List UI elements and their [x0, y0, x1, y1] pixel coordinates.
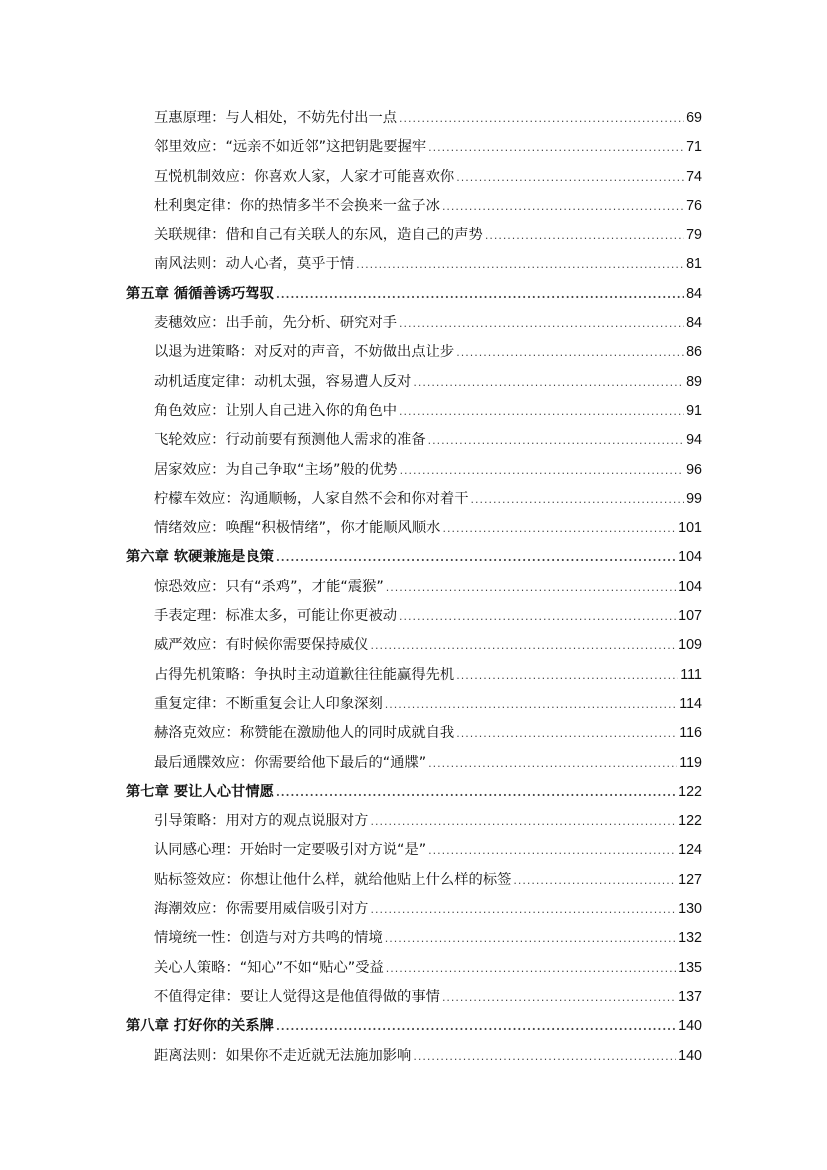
toc-entry[interactable] [126, 338, 702, 367]
toc-title: 第七章 要让人心甘情愿 [126, 783, 274, 800]
toc-title: 赫洛克效应：称赞能在激励他人的同时成就自我 [154, 725, 455, 742]
toc-entry[interactable] [126, 221, 702, 250]
toc-title: 认同感心理：开始时一定要吸引对方说“是” [154, 842, 427, 859]
toc-entry[interactable] [126, 514, 702, 543]
toc-entry[interactable] [126, 250, 702, 279]
toc-page-number: 96 [686, 461, 702, 478]
toc-title: 占得先机策略：争执时主动道歉往往能赢得先机 [154, 666, 455, 683]
toc-title: 以退为进策略：对反对的声音，不妨做出点让步 [154, 344, 455, 361]
toc-leader-dots [386, 954, 676, 983]
toc-entry[interactable] [126, 866, 702, 895]
toc-leader-dots [276, 543, 676, 572]
toc-leader-dots [399, 602, 676, 631]
toc-page-number: 122 [678, 783, 702, 800]
toc-page-number: 71 [686, 139, 702, 156]
toc-page-number: 74 [686, 168, 702, 185]
toc-entry[interactable] [126, 104, 702, 133]
toc-leader-dots [276, 280, 684, 309]
toc-entry[interactable] [126, 1042, 702, 1071]
toc-leader-dots [356, 250, 684, 279]
toc-leader-dots [456, 338, 684, 367]
toc-entry[interactable] [126, 133, 702, 162]
toc-leader-dots [428, 749, 677, 778]
toc-title: 最后通牒效应：你需要给他下最后的“通牒” [154, 754, 427, 771]
toc-title: 惊恐效应：只有“杀鸡”，才能“震猴” [154, 578, 384, 595]
toc-leader-dots [428, 133, 684, 162]
toc-page-number: 124 [678, 842, 702, 859]
toc-leader-dots [442, 192, 684, 221]
toc-page-number: 127 [678, 871, 702, 888]
toc-title: 第五章 循循善诱巧驾驭 [126, 285, 274, 302]
toc-leader-dots [276, 778, 676, 807]
toc-title: 柠檬车效应：沟通顺畅，人家自然不会和你对着干 [154, 490, 469, 507]
toc-leader-dots [370, 895, 676, 924]
toc-title: 关心人策略：“知心”不如“贴心”受益 [154, 959, 384, 976]
toc-entry[interactable] [126, 573, 702, 602]
toc-entry[interactable] [126, 397, 702, 426]
toc-leader-dots [400, 456, 685, 485]
toc-title: 情境统一性：创造与对方共鸣的情境 [154, 930, 383, 947]
toc-page-number: 104 [678, 549, 702, 566]
toc-chapter-heading[interactable] [126, 543, 702, 572]
toc-title: 南风法则：动人心者，莫乎于情 [154, 256, 355, 273]
toc-title: 杜利奥定律：你的热情多半不会换来一盆子冰 [154, 197, 440, 214]
toc-title: 角色效应：让别人自己进入你的角色中 [154, 402, 398, 419]
toc-title: 关联规律：借和自己有关联人的东风，造自己的声势 [154, 227, 483, 244]
toc-entry[interactable] [126, 895, 702, 924]
toc-leader-dots [399, 309, 684, 338]
toc-title: 麦穗效应：出手前，先分析、研究对手 [154, 315, 398, 332]
toc-title: 不值得定律：要让人觉得这是他值得做的事情 [154, 988, 440, 1005]
toc-entry[interactable] [126, 602, 702, 631]
toc-title: 威严效应：有时候你需要保持威仪 [154, 637, 369, 654]
toc-entry[interactable] [126, 954, 702, 983]
toc-leader-dots [385, 924, 676, 953]
toc-leader-dots [442, 514, 676, 543]
toc-leader-dots [413, 1042, 676, 1071]
toc-entry[interactable] [126, 631, 702, 660]
toc-leader-dots [456, 719, 677, 748]
toc-title: 互惠原理：与人相处，不妨先付出一点 [154, 110, 398, 126]
toc-page-number: 69 [686, 110, 702, 126]
toc-leader-dots [399, 104, 684, 133]
toc-entry[interactable] [126, 426, 702, 455]
toc-leader-dots [386, 573, 676, 602]
toc-entry[interactable] [126, 836, 702, 865]
toc-title: 情绪效应：唤醒“积极情绪”，你才能顺风顺水 [154, 520, 441, 537]
toc-entry[interactable] [126, 661, 702, 690]
toc-page-number: 101 [678, 520, 702, 537]
toc-page-number: 104 [678, 578, 702, 595]
toc-page-number: 81 [686, 256, 702, 273]
toc-page-number: 140 [678, 1047, 702, 1064]
toc-page-number: 99 [686, 490, 702, 507]
toc-entry[interactable] [126, 163, 702, 192]
toc-entry[interactable] [126, 749, 702, 778]
toc-entry[interactable] [126, 368, 702, 397]
toc-chapter-heading[interactable] [126, 1012, 702, 1041]
toc-entry[interactable] [126, 309, 702, 338]
toc-page-number: 91 [686, 402, 702, 419]
toc-title: 引导策略：用对方的观点说服对方 [154, 813, 369, 830]
toc-page-number: 107 [678, 608, 702, 625]
toc-leader-dots [513, 866, 676, 895]
toc-entry[interactable] [126, 719, 702, 748]
toc-leader-dots [370, 631, 676, 660]
toc-page-number: 135 [678, 959, 702, 976]
toc-page-number: 79 [686, 227, 702, 244]
toc-title: 贴标签效应：你想让他什么样，就给他贴上什么样的标签 [154, 871, 512, 888]
toc-leader-dots [485, 221, 684, 250]
toc-title: 距离法则：如果你不走近就无法施加影响 [154, 1047, 412, 1064]
toc-title: 居家效应：为自己争取“主场”般的优势 [154, 461, 398, 478]
toc-page-number: 122 [678, 813, 702, 830]
toc-leader-dots [399, 397, 684, 426]
toc-leader-dots [370, 807, 676, 836]
toc-page-number: 114 [679, 695, 702, 712]
table-of-contents [126, 104, 702, 1071]
toc-page-number: 116 [679, 725, 702, 742]
toc-page-number: 119 [679, 754, 702, 771]
toc-leader-dots [413, 368, 684, 397]
toc-page-number: 109 [678, 637, 702, 654]
toc-leader-dots [456, 661, 678, 690]
toc-chapter-heading[interactable] [126, 280, 702, 309]
toc-page-number: 130 [678, 901, 702, 918]
toc-page-number: 84 [686, 285, 702, 302]
toc-title: 动机适度定律：动机太强，容易遭人反对 [154, 373, 412, 390]
toc-leader-dots [276, 1012, 676, 1041]
toc-entry[interactable] [126, 485, 702, 514]
toc-page-number: 76 [686, 197, 702, 214]
toc-entry[interactable] [126, 983, 702, 1012]
toc-page-number: 89 [686, 373, 702, 390]
toc-title: 飞轮效应：行动前要有预测他人需求的准备 [154, 432, 426, 449]
toc-leader-dots [471, 485, 685, 514]
toc-page-number: 84 [686, 315, 702, 332]
toc-title: 邻里效应：“远亲不如近邻”这把钥匙要握牢 [154, 139, 427, 156]
toc-leader-dots [428, 426, 684, 455]
toc-page-number: 94 [686, 432, 702, 449]
toc-entry[interactable] [126, 924, 702, 953]
toc-leader-dots [428, 836, 676, 865]
toc-entry[interactable] [126, 456, 702, 485]
toc-page-number: 132 [678, 930, 702, 947]
toc-leader-dots [385, 690, 677, 719]
toc-title: 手表定理：标准太多，可能让你更被动 [154, 608, 398, 625]
toc-title: 第六章 软硬兼施是良策 [126, 549, 274, 566]
toc-title: 重复定律：不断重复会让人印象深刻 [154, 695, 383, 712]
toc-page-number: 140 [678, 1018, 702, 1035]
toc-leader-dots [456, 163, 684, 192]
toc-page-number: 86 [686, 344, 702, 361]
toc-page-number: 111 [680, 666, 702, 683]
toc-title: 海潮效应：你需要用威信吸引对方 [154, 901, 369, 918]
toc-entry[interactable] [126, 192, 702, 221]
toc-page-number: 137 [678, 988, 702, 1005]
toc-chapter-heading[interactable] [126, 778, 702, 807]
toc-entry[interactable] [126, 807, 702, 836]
toc-title: 互悦机制效应：你喜欢人家，人家才可能喜欢你 [154, 168, 455, 185]
toc-leader-dots [442, 983, 676, 1012]
toc-title: 第八章 打好你的关系牌 [126, 1018, 274, 1035]
toc-entry[interactable] [126, 690, 702, 719]
